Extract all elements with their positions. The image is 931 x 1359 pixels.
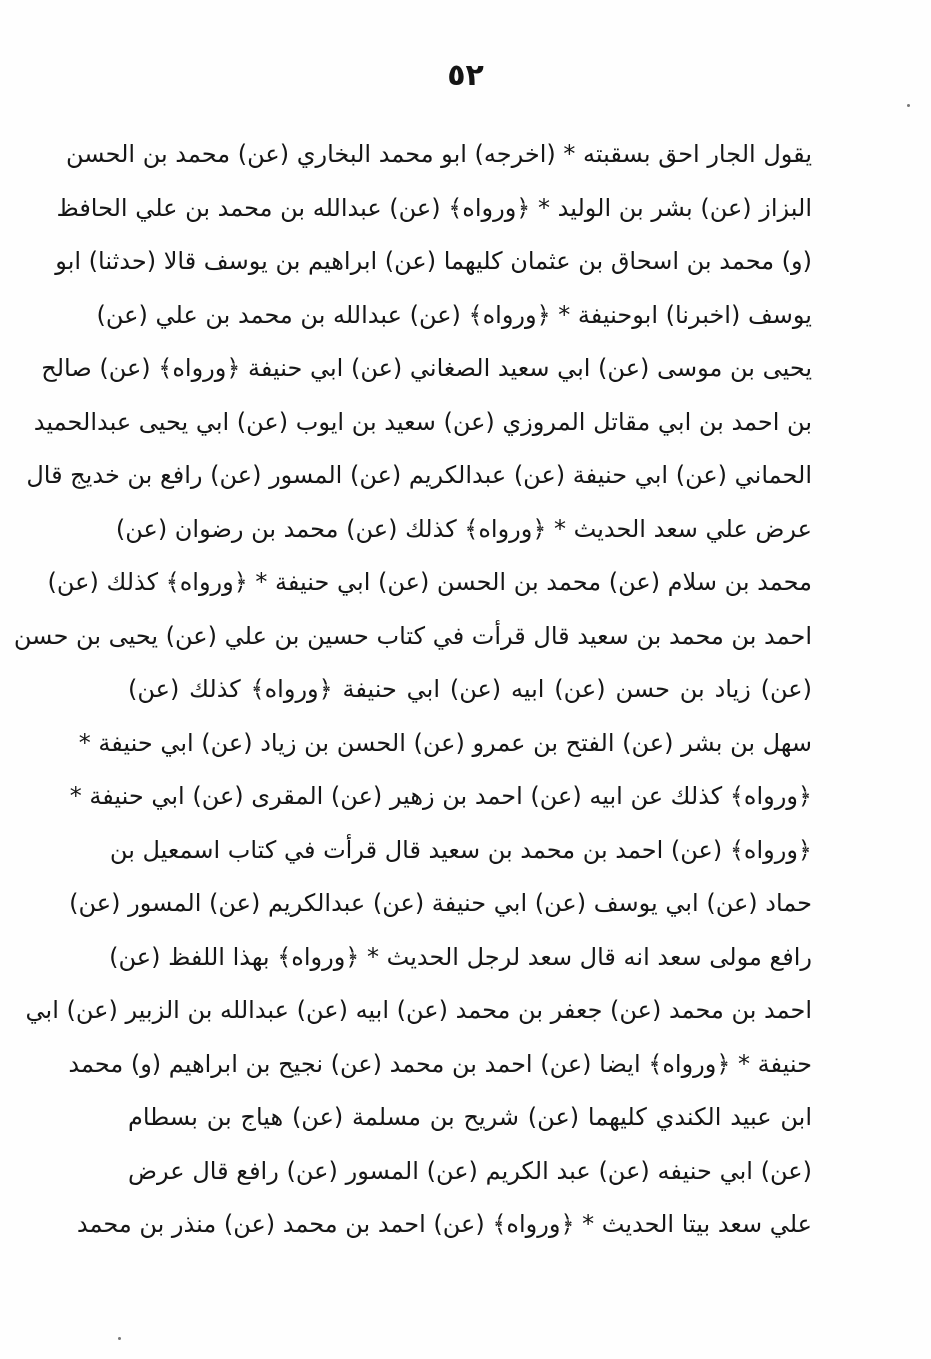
text-line: احمد بن محمد (عن) جعفر بن محمد (عن) ابيه (عن) عبدالله بن الزبير (عن) ابي [25,996,812,1024]
text-line: يحيى بن موسى (عن) ابي سعيد الصغاني (عن) ابي حنيفة ﴿ورواه﴾ (عن) صالح [41,354,812,382]
text-line: البزاز (عن) بشر بن الوليد * ﴿ورواه﴾ (عن) عبدالله بن محمد بن علي الحافظ [56,193,812,222]
text-line: يوسف (اخبرنا) ابوحنيفة * ﴿ورواه﴾ (عن) عبدالله بن محمد بن علي (عن) [96,300,812,329]
text-line: يقول الجار احق بسقبته * (اخرجه) ابو محمد البخاري (عن) محمد بن الحسن [65,140,812,168]
text-line: بن احمد بن ابي مقاتل المروزي (عن) سعيد بن ايوب (عن) ابي يحيى عبدالحميد [33,407,812,436]
paper-speck [118,1337,121,1340]
text-line: الحماني (عن) ابي حنيفة (عن) عبدالكريم (عن) المسور (عن) رافع بن خديج قال [26,461,812,489]
text-line: ابن عبيد الكندي كليهما (عن) شريح بن مسلمة (عن) هياج بن بسطام [128,1103,812,1131]
body-text [13,128,812,1278]
text-line: محمد بن سلام (عن) محمد بن الحسن (عن) ابي حنيفة * ﴿ورواه﴾ كذلك (عن) [47,568,812,596]
text-line: علي سعد بيتا الحديث * ﴿ورواه﴾ (عن) احمد بن محمد (عن) منذر بن محمد [76,1210,812,1238]
text-line: (عن) ابي حنيفه (عن) عبد الكريم (عن) المسور (عن) رافع قال عرض [128,1156,812,1185]
text-line: (و) محمد بن اسحاق بن عثمان كليهما (عن) ابراهيم بن يوسف قالا (حدثنا) ابو [55,247,812,275]
text-line: ﴿ورواه﴾ كذلك عن ابيه (عن) احمد بن زهير (عن) المقرى (عن) ابي حنيفة * [69,782,812,810]
text-line: رافع مولى سعد انه قال سعد لرجل الحديث * ﴿ورواه﴾ بهذا اللفظ (عن) [109,942,812,971]
text-line: حماد (عن) ابي يوسف (عن) ابي حنيفة (عن) عبدالكريم (عن) المسور (عن) [69,889,812,917]
text-line: (عن) زياد بن حسن (عن) ابيه (عن) ابي حنيفة ﴿ورواه﴾ كذلك (عن) [128,675,812,703]
page-number: ٥٢ [447,58,484,93]
text-line: احمد بن محمد بن سعيد قال قرأت في كتاب حسين بن علي (عن) يحيى بن حسن [13,621,812,650]
paper-speck [907,104,910,107]
text-line: عرض علي سعد الحديث * ﴿ورواه﴾ كذلك (عن) محمد بن رضوان (عن) [115,514,812,543]
text-line: سهل بن بشر (عن) الفتح بن عمرو (عن) الحسن بن زياد (عن) ابي حنيفة * [78,728,812,757]
text-line: ﴿ورواه﴾ (عن) احمد بن محمد بن سعيد قال قرأت في كتاب اسمعيل بن [109,835,812,864]
text-line: حنيفة * ﴿ورواه﴾ ايضا (عن) احمد بن محمد (عن) نجيح بن ابراهيم (و) محمد [68,1049,812,1078]
